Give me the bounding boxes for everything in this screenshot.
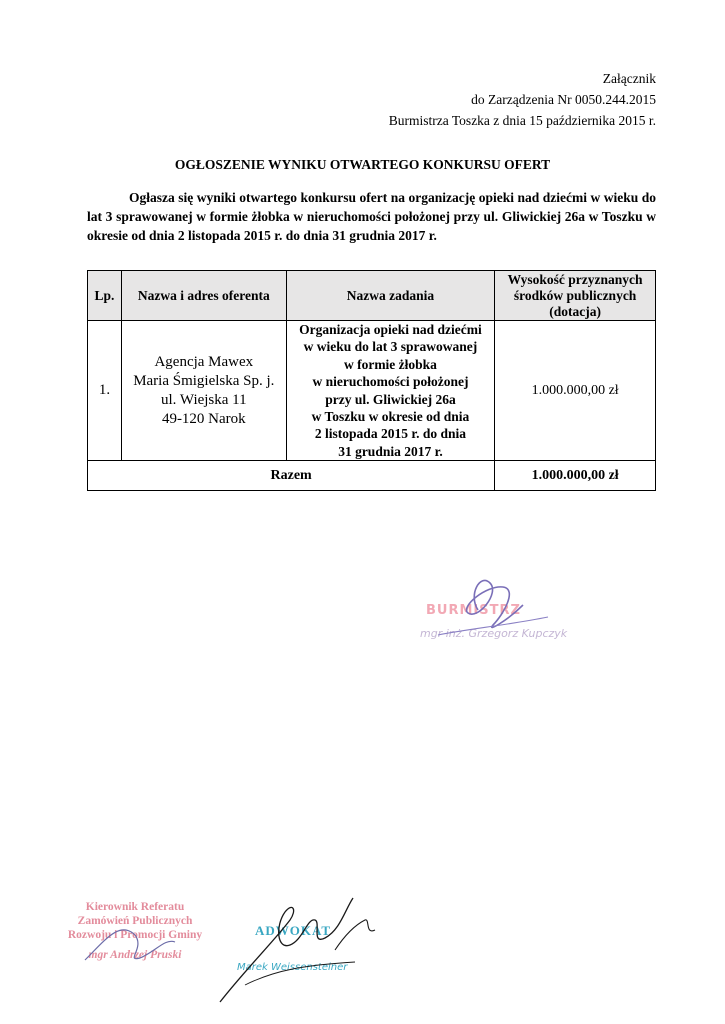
- task-line: 2 listopada 2015 r. do dnia: [314, 426, 466, 442]
- task-line: w formie żłobka: [343, 356, 437, 372]
- annex-header: [389, 68, 656, 131]
- task-line: w nieruchomości położonej: [312, 374, 469, 390]
- table-total-row: [88, 461, 656, 491]
- department-head-stamp: [45, 900, 225, 980]
- task-line: 31 grudnia 2017 r.: [338, 443, 443, 459]
- advocate-signature-stamp: [215, 890, 385, 1010]
- row-task: [286, 321, 495, 461]
- header-amount: Wysokość przyznanych środków publicznych (dotacja): [495, 271, 656, 321]
- document-title: OGŁOSZENIE WYNIKU OTWARTEGO KONKURSU OFERT: [174, 157, 551, 172]
- advocate-signature-scribble: [215, 890, 385, 1010]
- offeror-line: Agencja Mawex: [154, 353, 254, 370]
- head-stamp-name: mgr Andrzej Pruski: [88, 949, 182, 961]
- offeror-line: ul. Wiejska 11: [160, 391, 247, 408]
- row-lp: 1.: [88, 321, 122, 461]
- intro-paragraph: [87, 188, 656, 245]
- table-row: [88, 321, 656, 461]
- offers-table: [87, 270, 656, 491]
- row-offeror: [121, 321, 286, 461]
- annex-ordinance: do Zarządzenia Nr 0050.244.2015: [471, 92, 656, 107]
- header-offeror: Nazwa i adres oferenta: [121, 271, 286, 321]
- head-stamp-line: Kierownik Referatu: [85, 901, 185, 913]
- advocate-stamp-title: ADWOKAT: [255, 923, 332, 938]
- task-line: w Toszku w okresie od dnia: [311, 409, 470, 425]
- annex-label: Załącznik: [602, 71, 656, 86]
- offeror-line: Maria Śmigielska Sp. j.: [133, 372, 275, 389]
- table-header-row: [88, 271, 656, 321]
- total-amount: 1.000.000,00 zł: [495, 461, 656, 491]
- mayor-signature-scribble: [408, 565, 568, 655]
- mayor-stamp-title: BURMISTRZ: [426, 603, 521, 618]
- row-amount: 1.000.000,00 zł: [495, 321, 656, 461]
- total-label: Razem: [88, 461, 495, 491]
- mayor-signature-stamp: [408, 565, 568, 655]
- header-lp: Lp.: [88, 271, 122, 321]
- head-stamp-line: Zamówień Publicznych: [77, 915, 193, 927]
- intro-text: Ogłasza się wyniki otwartego konkursu ofert na organizację opieki nad dziećmi w wieku do lat 3 sprawowanej w formie żłobka w nieruchomości położonej przy ul. Gliwickiej 26a w Toszku w okresie od dnia 2 listopada 2015 r. do dnia 31 grudnia 2017 r.: [87, 190, 656, 243]
- task-line: Organizacja opieki nad dziećmi: [299, 322, 482, 337]
- offeror-line: 49-120 Narok: [161, 410, 246, 427]
- head-stamp-line: Rozwoju i Promocji Gminy: [67, 929, 203, 941]
- annex-issuer-date: Burmistrza Toszka z dnia 15 października 2015 r.: [388, 113, 656, 128]
- task-line: w wieku do lat 3 sprawowanej: [303, 339, 478, 355]
- advocate-stamp-name: Marek Weissensteiner: [237, 962, 348, 973]
- header-task: Nazwa zadania: [286, 271, 495, 321]
- head-signature-scribble: [45, 900, 225, 980]
- mayor-stamp-name: mgr inż. Grzegorz Kupczyk: [420, 627, 568, 640]
- task-line: przy ul. Gliwickiej 26a: [325, 391, 456, 407]
